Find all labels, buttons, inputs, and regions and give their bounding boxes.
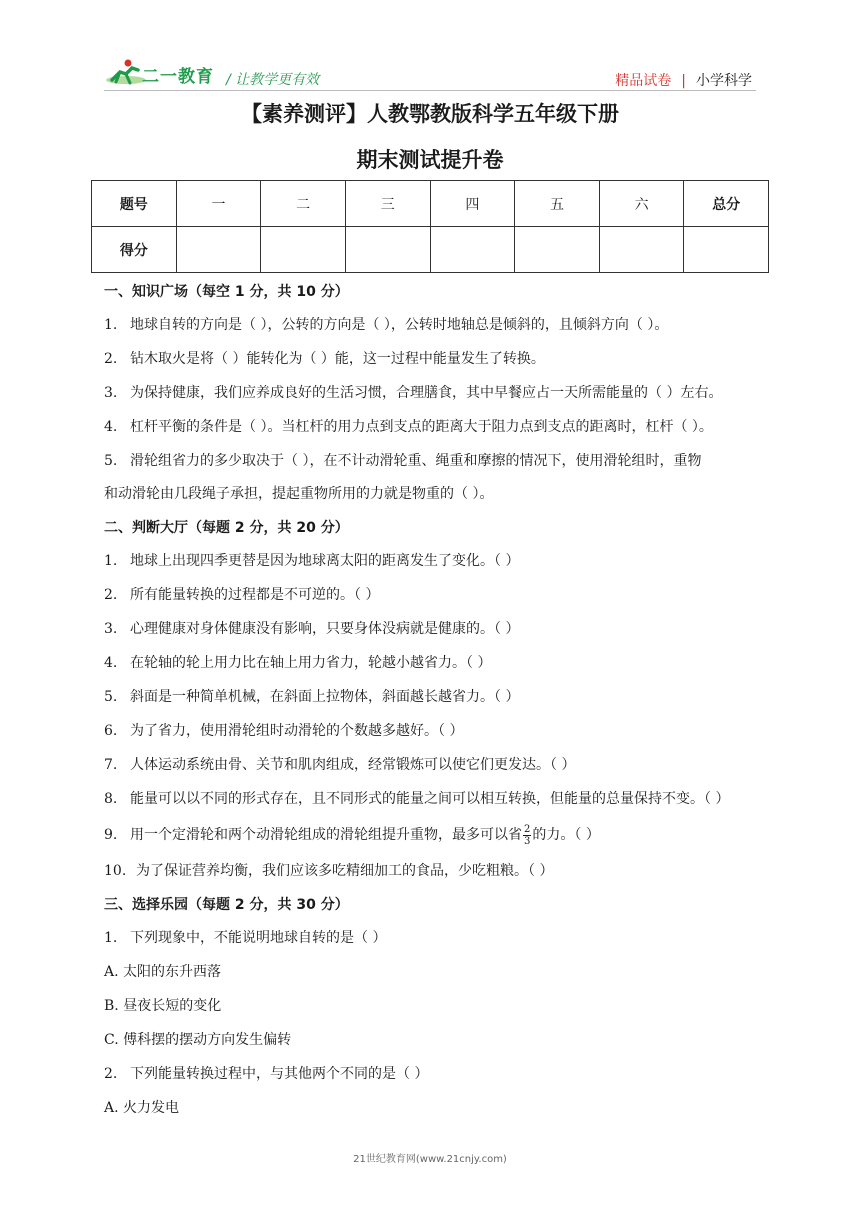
score-input-cell[interactable] xyxy=(684,227,769,273)
exam-content xyxy=(104,281,764,1131)
question-text: 人体运动系统由骨、关节和肌肉组成，经常锻炼可以使它们更发达。（ ） xyxy=(130,757,576,773)
brand-label: 精品试卷 xyxy=(615,73,672,89)
question-text: 钻木取火是将（ ）能转化为（ ）能，这一过程中能量发生了转换。 xyxy=(130,351,545,367)
question-text: 为了省力，使用滑轮组时动滑轮的个数越多越好。（ ） xyxy=(130,723,464,739)
question xyxy=(104,450,764,483)
score-cell: 二 xyxy=(261,181,346,227)
question xyxy=(104,382,764,416)
question xyxy=(104,416,764,450)
question-text: 地球上出现四季更替是因为地球离太阳的距离发生了变化。（ ） xyxy=(130,553,520,569)
question xyxy=(104,860,764,894)
question xyxy=(104,314,764,348)
answer-option[interactable]: A. 火力发电 xyxy=(104,1100,180,1116)
section-title: 一、知识广场（每空 1 分，共 10 分） xyxy=(104,284,349,300)
score-cell: 四 xyxy=(430,181,515,227)
question-number: 3. xyxy=(104,385,118,401)
question-text: 杠杆平衡的条件是（ ）。当杠杆的用力点到支点的距离大于阻力点到支点的距离时，杠杆（ ）。 xyxy=(130,419,713,435)
question-number: 4. xyxy=(104,419,118,435)
question xyxy=(104,348,764,382)
score-input-cell[interactable] xyxy=(430,227,515,273)
question-text: 下列能量转换过程中，与其他两个不同的是（ ） xyxy=(130,1066,429,1082)
question-number: 10. xyxy=(104,863,127,879)
score-input-cell[interactable] xyxy=(345,227,430,273)
question-number: 5. xyxy=(104,689,118,705)
answer-option[interactable]: A. 太阳的东升西落 xyxy=(104,964,222,980)
score-cell: 五 xyxy=(515,181,600,227)
question xyxy=(104,584,764,618)
question-number: 2. xyxy=(104,1066,118,1082)
question-continuation: 和动滑轮由几段绳子承担，提起重物所用的力就是物重的（ ）。 xyxy=(104,486,494,502)
score-cell: 得分 xyxy=(92,227,177,273)
question xyxy=(104,822,764,860)
question-text: 能量可以以不同的形式存在，且不同形式的能量之间可以相互转换，但能量的总量保持不变。（ ） xyxy=(130,791,730,807)
header-right xyxy=(615,70,752,90)
question-text: 滑轮组省力的多少取决于（ ），在不计动滑轮重、绳重和摩擦的情况下，使用滑轮组时，重物 xyxy=(130,453,702,469)
question-text: 为了保证营养均衡，我们应该多吃精细加工的食品，少吃粗粮。（ ） xyxy=(136,863,554,879)
question-number: 4. xyxy=(104,655,118,671)
page-footer: 21世纪教育网(www.21cnjy.com) xyxy=(353,1154,507,1165)
question xyxy=(104,720,764,754)
section-title: 二、判断大厅（每题 2 分，共 20 分） xyxy=(104,520,349,536)
fraction xyxy=(523,824,531,847)
question xyxy=(104,1063,764,1097)
score-cell: 一 xyxy=(176,181,261,227)
fraction-numerator: 2 xyxy=(524,823,531,835)
question xyxy=(104,652,764,686)
answer-option[interactable]: C. 傅科摆的摆动方向发生偏转 xyxy=(104,1032,292,1048)
question-number: 9. xyxy=(104,827,118,843)
question-text: 地球自转的方向是（ ），公转的方向是（ ），公转时地轴总是倾斜的，且倾斜方向（ ）。 xyxy=(130,317,669,333)
question-text: 用一个定滑轮和两个动滑轮组成的滑轮组提升重物，最多可以省 xyxy=(130,827,522,843)
question xyxy=(104,788,764,822)
question xyxy=(104,550,764,584)
question-number: 1. xyxy=(104,553,118,569)
question-number: 2. xyxy=(104,587,118,603)
page-header xyxy=(0,0,860,96)
question-number: 5. xyxy=(104,453,118,469)
score-cell: 题号 xyxy=(92,181,177,227)
question-number: 1. xyxy=(104,930,118,946)
score-input-cell[interactable] xyxy=(515,227,600,273)
question-number: 7. xyxy=(104,757,118,773)
section-title: 三、选择乐园（每题 2 分，共 30 分） xyxy=(104,897,349,913)
question xyxy=(104,754,764,788)
score-cell: 六 xyxy=(599,181,684,227)
question xyxy=(104,686,764,720)
question-text: 斜面是一种简单机械，在斜面上拉物体，斜面越长越省力。（ ） xyxy=(130,689,520,705)
question-number: 2. xyxy=(104,351,118,367)
question xyxy=(104,927,764,961)
question-text: 下列现象中，不能说明地球自转的是（ ） xyxy=(130,930,387,946)
question-text: 为保持健康，我们应养成良好的生活习惯，合理膳食，其中早餐应占一天所需能量的（ ）左右。 xyxy=(130,385,723,401)
question-number: 8. xyxy=(104,791,118,807)
score-input-cell[interactable] xyxy=(176,227,261,273)
logo-text: 二一教育 xyxy=(142,67,214,87)
score-table-header-row xyxy=(92,181,769,227)
header-separator: | xyxy=(681,73,686,89)
question-number: 3. xyxy=(104,621,118,637)
question-text: 心理健康对身体健康没有影响，只要身体没病就是健康的。（ ） xyxy=(130,621,520,637)
slogan: / 让教学更有效 xyxy=(226,72,320,88)
question-number: 6. xyxy=(104,723,118,739)
page-subtitle: 期末测试提升卷 xyxy=(356,148,504,172)
question-text: 所有能量转换的过程都是不可逆的。（ ） xyxy=(130,587,380,603)
score-table xyxy=(91,180,769,273)
score-input-cell[interactable] xyxy=(261,227,346,273)
fraction-denominator: 3 xyxy=(524,835,531,847)
score-table-score-row xyxy=(92,227,769,273)
header-divider xyxy=(104,90,756,91)
score-cell: 三 xyxy=(345,181,430,227)
question-text: 的力。（ ） xyxy=(532,827,600,843)
question-number: 1. xyxy=(104,317,118,333)
score-input-cell[interactable] xyxy=(599,227,684,273)
answer-option[interactable]: B. 昼夜长短的变化 xyxy=(104,998,222,1014)
question xyxy=(104,618,764,652)
score-cell: 总分 xyxy=(684,181,769,227)
subject-label: 小学科学 xyxy=(696,73,752,89)
question-text: 在轮轴的轮上用力比在轴上用力省力，轮越小越省力。（ ） xyxy=(130,655,492,671)
page-title: 【素养测评】人教鄂教版科学五年级下册 xyxy=(241,102,619,126)
